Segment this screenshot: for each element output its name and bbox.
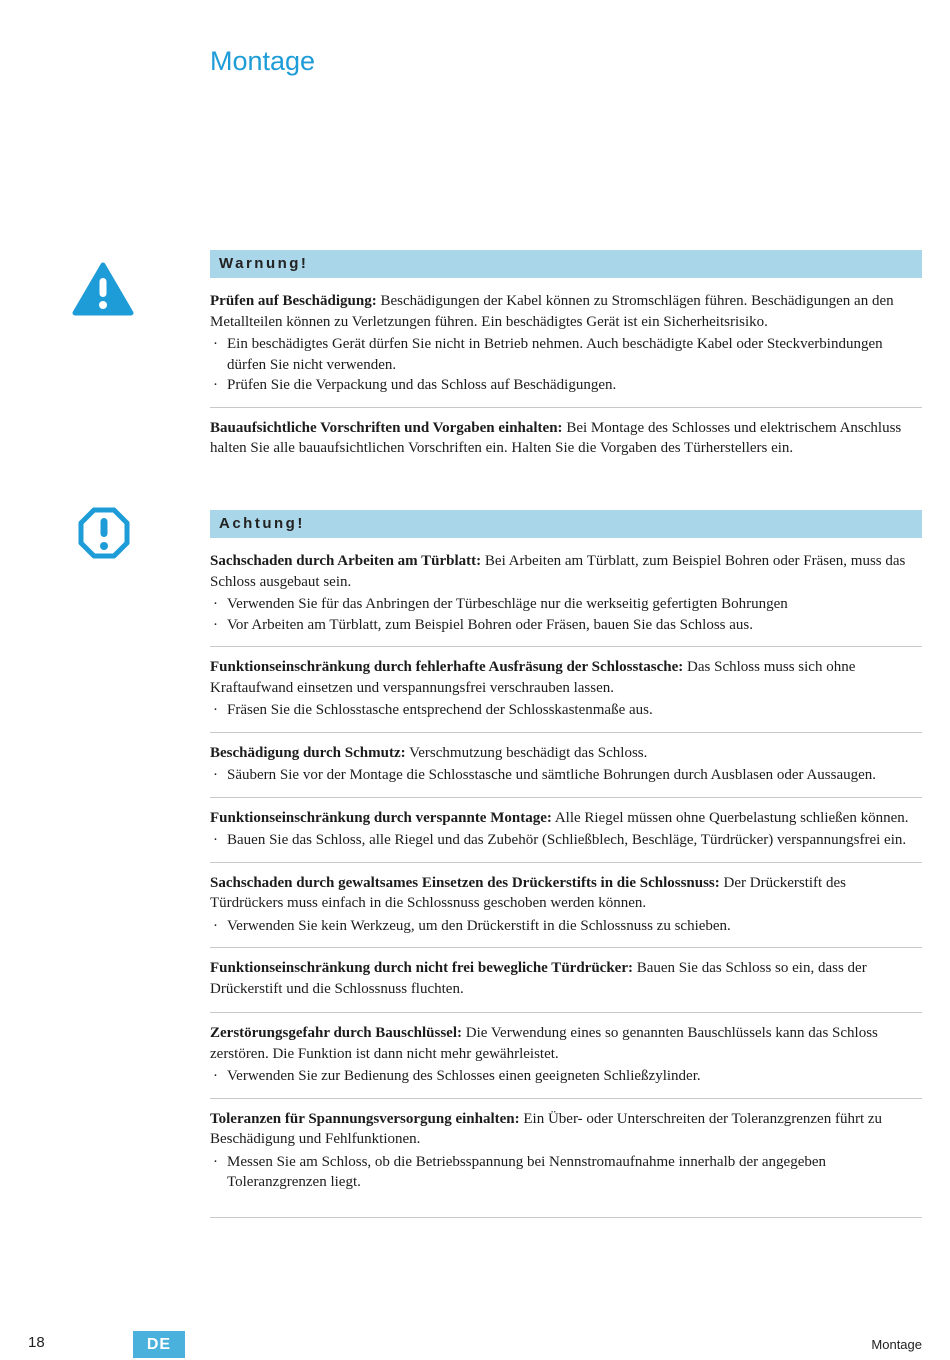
warning-triangle-icon [72, 262, 134, 321]
bullet-text: Prüfen Sie die Verpackung und das Schloss auf Beschädigungen. [227, 377, 617, 393]
notice-lead: Zerstörungsgefahr durch Bauschlüssel: [210, 1025, 462, 1041]
warning-header-label: Warnung! [219, 255, 309, 272]
notice-lead: Funktionseinschränkung durch verspannte Montage: [210, 809, 552, 826]
bullet-marker-icon: · [213, 1153, 218, 1170]
bullet-text: Vor Arbeiten am Türblatt, zum Beispiel Bohren oder Fräsen, bauen Sie das Schloss aus. [227, 616, 754, 633]
notice-lead: Funktionseinschränkung durch fehlerhafte Ausfräsung der Schlosstasche: [210, 659, 684, 675]
bullet-item [210, 830, 922, 851]
bullet-marker-icon: · [213, 596, 218, 612]
bullet-text: Säubern Sie vor der Montage die Schlosstasche und sämtliche Bohrungen durch Ausblasen oder Aussaugen. [227, 767, 877, 783]
notice-lead: Beschädigung durch Schmutz: [210, 744, 406, 761]
bullet-marker-icon: · [213, 336, 218, 352]
bullet-item [210, 375, 922, 396]
notice-block [210, 732, 922, 797]
notice-lead: Sachschaden durch gewaltsames Einsetzen des Drückerstifts in die Schlossnuss: [210, 874, 720, 891]
bullet-item [210, 700, 922, 721]
bullet-text: Fräsen Sie die Schlosstasche entsprechend der Schlosskastenmaße aus. [227, 702, 653, 718]
bullet-item [210, 916, 922, 937]
notice-block [210, 1098, 922, 1218]
bullet-item [210, 1152, 922, 1193]
bullet-marker-icon: · [213, 832, 218, 848]
notice-lead: Toleranzen für Spannungsversorgung einhalten: [210, 1110, 520, 1127]
notice-body-text: Alle Riegel müssen ohne Querbelastung schließen können. [554, 809, 909, 826]
warning-header-bar [210, 250, 922, 278]
bullet-text: Verwenden Sie zur Bedienung des Schlosses einen geeigneten Schließzylinder. [227, 1068, 701, 1084]
bullet-item [210, 1066, 922, 1087]
language-badge: DE [133, 1331, 185, 1358]
notice-block [210, 646, 922, 732]
notice-paragraph [210, 873, 922, 914]
bullet-marker-icon: · [213, 377, 218, 393]
bullet-marker-icon: · [213, 1068, 218, 1084]
notice-paragraph [210, 418, 922, 459]
notice-body-text: Der Drückerstift des Türdrückers muss einfach in die Schlossnuss geschoben werden können. [210, 874, 846, 911]
notice-block [210, 1012, 922, 1098]
notice-paragraph [210, 551, 922, 592]
notice-paragraph [210, 808, 922, 829]
footer-page-number: 18 [28, 1334, 45, 1351]
bullet-item [210, 594, 922, 615]
notice-block [210, 947, 922, 1012]
notice-paragraph [210, 1023, 922, 1064]
notice-block [210, 407, 922, 472]
notice-block [210, 862, 922, 948]
bullet-marker-icon: · [213, 917, 218, 934]
notice-block [210, 797, 922, 862]
bullet-marker-icon: · [213, 616, 218, 633]
notice-paragraph [210, 291, 922, 332]
notice-block [210, 278, 922, 407]
bullet-text: Bauen Sie das Schloss, alle Riegel und das Zubehör (Schließblech, Beschläge, Türdrücker) verspannungsfrei ein. [227, 832, 907, 848]
notice-body-text: Bei Montage des Schlosses und elektrischem Anschluss halten Sie alle bauaufsichtlichen Vorschriften ein. Halten Sie die Vorgaben des Türherstellers ein. [210, 419, 902, 456]
notice-paragraph [210, 1109, 922, 1150]
notice-lead: Sachschaden durch Arbeiten am Türblatt: [210, 553, 482, 569]
bullet-marker-icon: · [213, 702, 218, 718]
notice-block [210, 538, 922, 646]
bullet-text: Verwenden Sie für das Anbringen der Türbeschläge nur die werkseitig gefertigten Bohrungen [227, 596, 788, 612]
notice-lead: Funktionseinschränkung durch nicht frei bewegliche Türdrücker: [210, 960, 633, 976]
notice-paragraph [210, 958, 922, 999]
notice-body-text: Bei Arbeiten am Türblatt, zum Beispiel Bohren oder Fräsen, muss das Schloss ausgebaut sein. [210, 553, 906, 590]
notice-body-text: Verschmutzung beschädigt das Schloss. [409, 744, 648, 761]
bullet-item [210, 334, 922, 375]
bullet-marker-icon: · [213, 767, 218, 783]
footer-chapter-label: Montage [871, 1337, 922, 1352]
attention-header-label: Achtung! [219, 515, 305, 532]
attention-header-bar [210, 510, 922, 538]
notice-body-text: Das Schloss muss sich ohne Kraftaufwand einsetzen und verspannungsfrei verschrauben lassen. [210, 659, 856, 696]
attention-octagon-icon [77, 506, 131, 565]
notice-body-text: Ein Über- oder Unterschreiten der Toleranzgrenzen führt zu Beschädigung und Fehlfunktionen. [210, 1110, 883, 1147]
bullet-item [210, 765, 922, 786]
notice-body-text: Bauen Sie das Schloss so ein, dass der Drückerstift und die Schlossnuss fluchten. [210, 960, 867, 997]
warning-section [210, 250, 922, 472]
notice-paragraph [210, 657, 922, 698]
bullet-item [210, 615, 922, 636]
notice-body-text: Beschädigungen der Kabel können zu Stromschlägen führen. Beschädigungen an den Metallteilen können zu Verletzungen führen. Ein beschädigtes Gerät ist ein Sicherheitsrisiko. [210, 293, 894, 330]
notice-body-text: Die Verwendung eines so genannten Bauschlüssels kann das Schloss zerstören. Die Funktion ist dann nicht mehr gewährleistet. [210, 1025, 878, 1062]
page-title: Montage [210, 46, 316, 77]
bullet-text: Ein beschädigtes Gerät dürfen Sie nicht in Betrieb nehmen. Auch beschädigte Kabel oder Steckverbindungen dürfen Sie nicht verwenden. [227, 336, 883, 373]
notice-paragraph [210, 743, 922, 764]
notice-lead: Prüfen auf Beschädigung: [210, 293, 377, 309]
bullet-text: Verwenden Sie kein Werkzeug, um den Drückerstift in die Schlossnuss zu schieben. [227, 917, 731, 934]
attention-section [210, 510, 922, 1218]
bullet-text: Messen Sie am Schloss, ob die Betriebsspannung bei Nennstromaufnahme innerhalb der angegeben Toleranzgrenzen liegt. [227, 1153, 827, 1190]
notice-lead: Bauaufsichtliche Vorschriften und Vorgaben einhalten: [210, 419, 563, 436]
